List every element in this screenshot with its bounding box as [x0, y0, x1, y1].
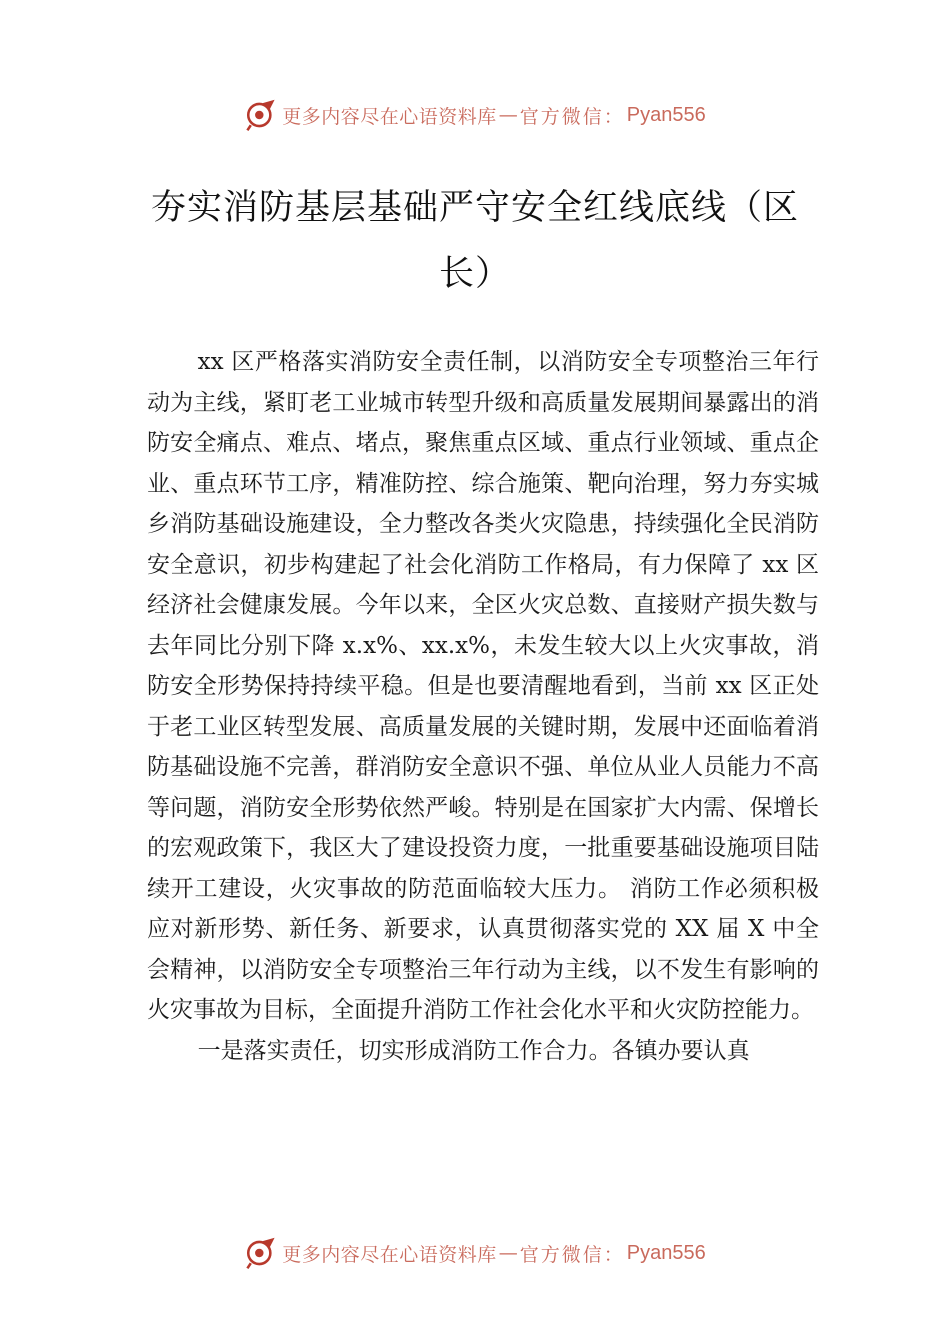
- banner-label: 官方微信：: [519, 105, 625, 128]
- banner-wechat-id: Pyan556: [626, 103, 706, 126]
- banner-text: 更多内容尽在心语资料库: [282, 105, 497, 128]
- banner-text: 更多内容尽在心语资料库: [282, 1243, 497, 1266]
- banner-label: 官方微信：: [519, 1243, 625, 1266]
- document-body: [147, 342, 819, 1071]
- paragraph: xx 区严格落实消防安全责任制，以消防安全专项整治三年行动为主线，紧盯老工业城市转型升级和高质量发展期间暴露出的消防安全痛点、难点、堵点，聚焦重点区域、重点行业领域、重点企业、重点环节工序，精准防控、综合施策、靶向治理，努力夯实城乡消防基础设施建设，全力整改各类火灾隐患，持续强化全民消防安全意识，初步构建起了社会化消防工作格局，有力保障了 xx 区经济社会健康发展。今年以来，全区火灾总数、直接财产损失数与去年同比分别下降 x.x%、xx.x%，未发生较大以上火灾事故，消防安全形势保持持续平稳。但是也要清醒地看到，当前 xx 区正处于老工业区转型发展、高质量发展的关键时期，发展中还面临着消防基础设施不完善，群消防安全意识不强、单位从业人员能力不高等问题，消防安全形势依然严峻。特别是在国家扩大内需、保增长的宏观政策下，我区大了建设投资力度，一批重要基础设施项目陆续开工建设，火灾事故的防范面临较大压力。 消防工作必须积极应对新形势、新任务、新要求，认真贯彻落实党的 XX 届 X 中全会精神，以消防安全专项整治三年行动为主线，以不发生有影响的火灾事故为目标，全面提升消防工作社会化水平和火灾防控能力。: [147, 349, 819, 1023]
- document-title: 夯实消防基层基础严守安全红线底线（区长）: [150, 188, 799, 294]
- footer-watermark-banner: [0, 1233, 950, 1273]
- banner-separator: —: [498, 1242, 518, 1264]
- banner-wechat-id: Pyan556: [626, 1241, 706, 1264]
- pen-logo-icon: [244, 98, 278, 132]
- banner-separator: —: [498, 104, 518, 126]
- pen-logo-icon: [244, 1236, 278, 1270]
- paragraph: 一是落实责任，切实形成消防工作合力。各镇办要认真: [197, 1037, 750, 1064]
- header-watermark-banner: [0, 95, 950, 135]
